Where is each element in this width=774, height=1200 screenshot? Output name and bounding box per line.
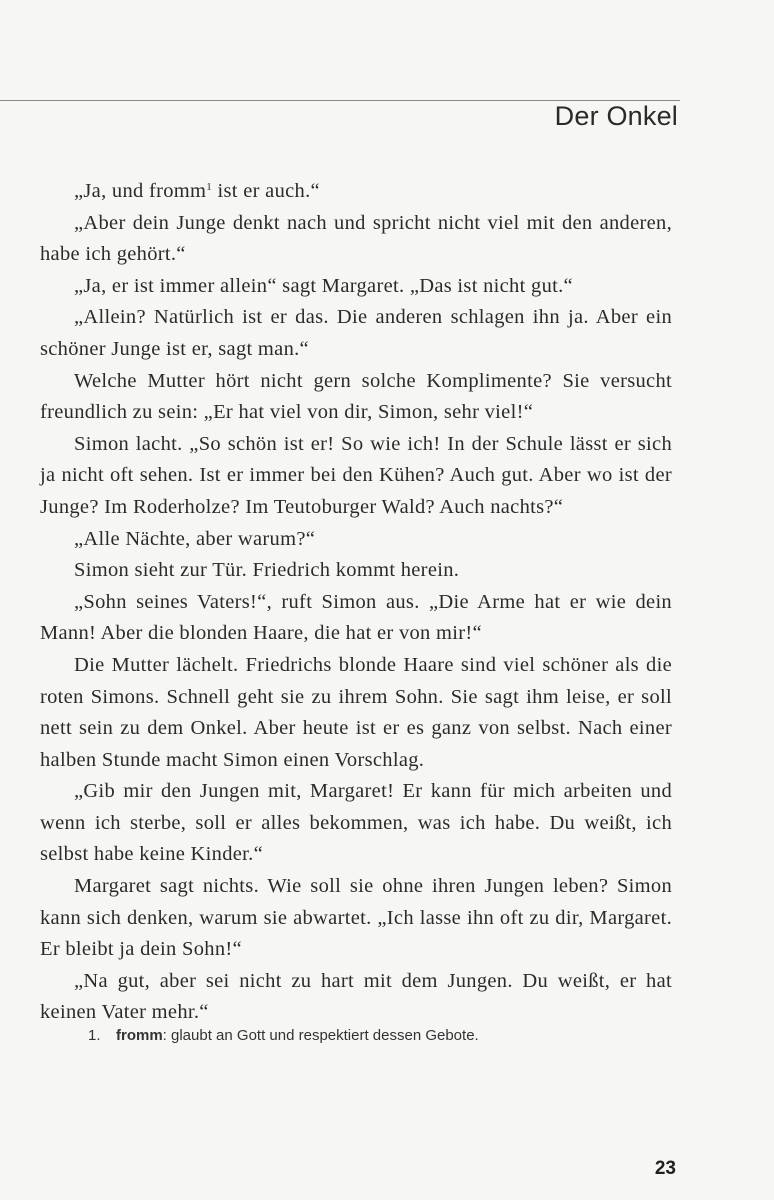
footnote-ref: 1 xyxy=(206,181,213,193)
chapter-title: Der Onkel xyxy=(554,101,678,131)
body-text xyxy=(40,172,672,1029)
footnote xyxy=(88,1027,688,1044)
footnote-term: fromm xyxy=(116,1027,163,1044)
paragraph: „Alle Nächte, aber warum?“ xyxy=(74,527,316,550)
footnote-number: 1. xyxy=(88,1027,101,1044)
footnote-definition: : glaubt an Gott und respektiert dessen Gebote. xyxy=(162,1027,479,1044)
paragraph: „Gib mir den Jungen mit, Margaret! Er kann für mich arbeiten und wenn ich sterbe, soll er alles bekommen, was ich habe. Du weißt, ich selbst habe keine Kinder.“ xyxy=(40,780,672,866)
paragraph: Welche Mutter hört nicht gern solche Komplimente? Sie versucht freundlich zu sein: „Er hat viel von dir, Simon, sehr viel!“ xyxy=(40,369,672,424)
paragraph: „Aber dein Junge denkt nach und spricht nicht viel mit den anderen, habe ich gehört.“ xyxy=(40,211,672,266)
paragraph: Margaret sagt nichts. Wie soll sie ohne ihren Jungen leben? Simon kann sich denken, warum sie abwartet. „Ich lasse ihn oft zu dir, Margaret. Er bleibt ja dein Sohn!“ xyxy=(40,875,672,961)
paragraph xyxy=(40,172,672,208)
paragraph: Simon lacht. „So schön ist er! So wie ich! In der Schule lässt er sich ja nicht oft sehen. Ist er immer bei den Kühen? Auch gut. Aber wo ist der Junge? Im Roderholze? Im Teutoburger Wald? Auch nachts?“ xyxy=(40,432,672,518)
paragraph: Die Mutter lächelt. Friedrichs blonde Haare sind viel schöner als die roten Simons. Schnell geht sie zu ihrem Sohn. Sie sagt ihm leise, er soll nett sein zu dem Onkel. Aber heute ist er es ganz von selbst. Nach einer halben Stunde macht Simon einen Vorschlag. xyxy=(40,653,672,771)
paragraph: „Sohn seines Vaters!“, ruft Simon aus. „Die Arme hat er wie dein Mann! Aber die blonden Haare, die hat er von mir!“ xyxy=(40,590,672,645)
paragraph-text: ist er auch.“ xyxy=(212,180,320,202)
page-number: 23 xyxy=(654,1158,676,1179)
paragraph: Simon sieht zur Tür. Friedrich kommt herein. xyxy=(74,559,460,582)
paragraph-text: „Ja, und fromm xyxy=(74,180,207,202)
paragraph: „Allein? Natürlich ist er das. Die anderen schlagen ihn ja. Aber ein schöner Junge ist er, sagt man.“ xyxy=(40,306,672,360)
paragraph: „Na gut, aber sei nicht zu hart mit dem Jungen. Du weißt, er hat keinen Vater mehr.“ xyxy=(40,969,672,1024)
paragraph: „Ja, er ist immer allein“ sagt Margaret. „Das ist nicht gut.“ xyxy=(74,274,573,297)
